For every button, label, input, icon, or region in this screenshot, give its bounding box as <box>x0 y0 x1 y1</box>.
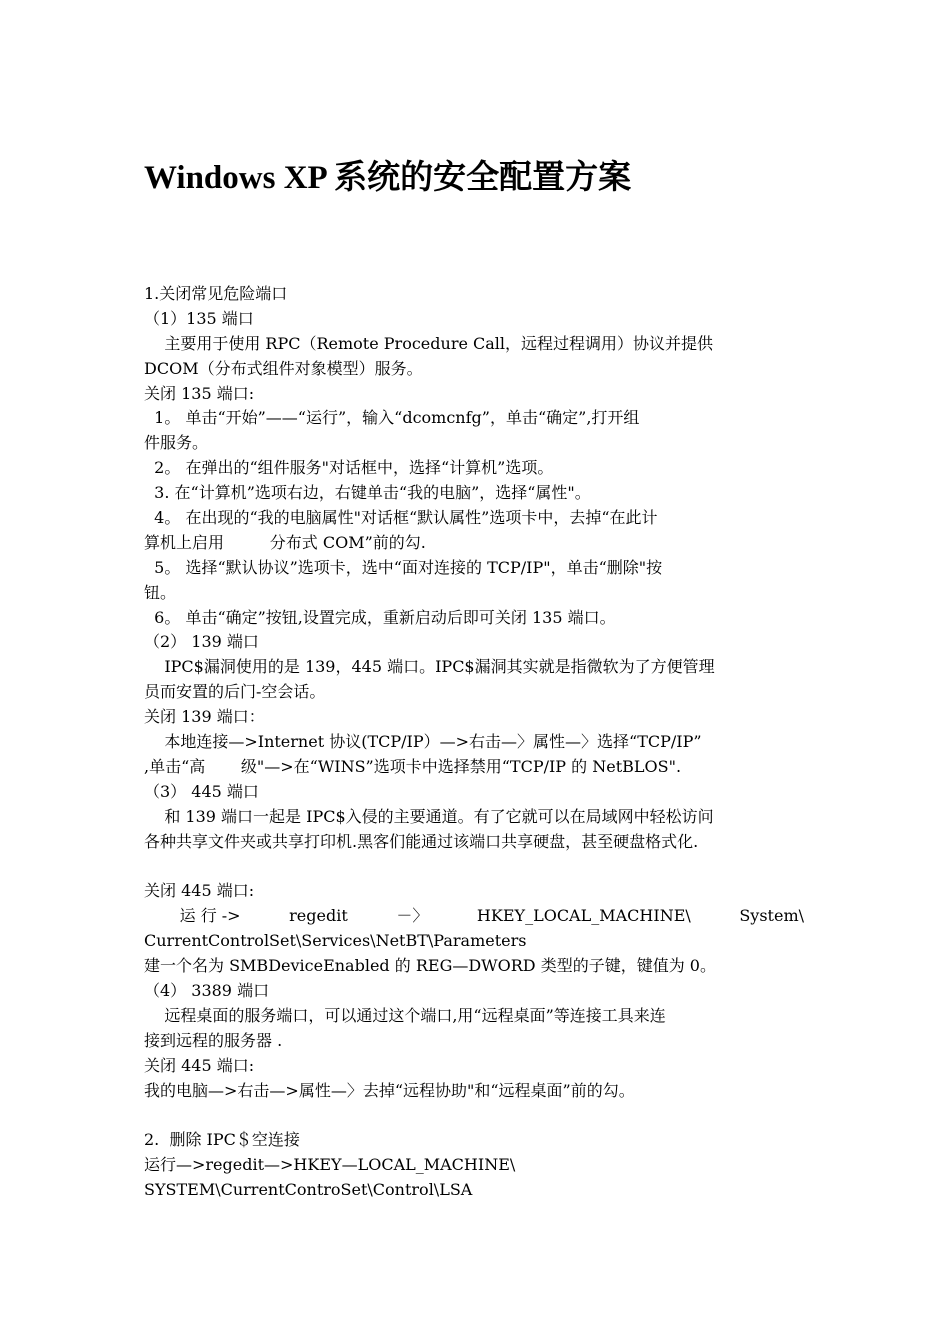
text-line: （4） 3389 端口 <box>144 980 270 1000</box>
text-line: 4。 在出现的“我的电脑属性"对话框“默认属性”选项卡中，去掉“在此计 <box>144 508 658 528</box>
text-line: DCOM（分布式组件对象模型）服务。 <box>144 358 423 378</box>
text-line: 建一个名为 SMBDeviceEnabled 的 REG—DWORD 类型的子键，键值为 0。 <box>144 956 716 976</box>
text-line: 2. 删除 IPC＄空连接 <box>144 1130 300 1150</box>
text-line: （2） 139 端口 <box>144 632 259 652</box>
text-line: 主要用于使用 RPC（Remote Procedure Call，远程过程调用）协议并提供 <box>144 333 714 353</box>
text-line: 员而安置的后门-空会话。 <box>144 682 326 702</box>
registry-path-part: －〉 <box>396 906 429 926</box>
registry-path-line <box>144 904 804 929</box>
text-line: SYSTEM\CurrentControSet\Control\LSA <box>144 1180 473 1200</box>
text-line: IPC$漏洞使用的是 139，445 端口。IPC$漏洞其实就是指微软为了方便管理 <box>144 657 715 677</box>
document-title: Windows XP 系统的安全配置方案 <box>144 160 632 196</box>
registry-path-part: System\ <box>739 906 804 926</box>
blank-line <box>144 854 810 879</box>
text-line: CurrentControlSet\Services\NetBT\Parameters <box>144 931 527 951</box>
registry-path-part: regedit <box>289 906 348 926</box>
text-line: 5。 选择“默认协议”选项卡，选中“面对连接的 TCP/IP"，单击“删除"按 <box>144 557 663 577</box>
text-line: 关闭 135 端口: <box>144 383 255 403</box>
text-line: （3） 445 端口 <box>144 781 259 801</box>
text-line: ,单击“高 级"—>在“WINS”选项卡中选择禁用“TCP/IP 的 NetBLOS". <box>144 756 682 776</box>
text-line: 关闭 139 端口： <box>144 707 265 727</box>
text-line: 和 139 端口一起是 IPC$入侵的主要通道。有了它就可以在局域网中轻松访问 <box>144 806 714 826</box>
text-line: 接到远程的服务器 . <box>144 1030 283 1050</box>
document-body <box>144 282 810 1203</box>
text-line: 2。 在弹出的“组件服务"对话框中，选择“计算机”选项。 <box>144 458 554 478</box>
registry-path-part: 运 行 -> <box>144 906 241 926</box>
text-line: 运行—>regedit—>HKEY—LOCAL_MACHINE\ <box>144 1155 516 1175</box>
registry-path-part: HKEY_LOCAL_MACHINE\ <box>476 906 691 926</box>
text-line: 关闭 445 端口: <box>144 881 255 901</box>
text-line: （1）135 端口 <box>144 308 254 328</box>
text-line: 各种共享文件夹或共享打印机.黑客们能通过该端口共享硬盘，甚至硬盘格式化. <box>144 831 699 851</box>
text-line: 钮。 <box>144 582 177 602</box>
text-line: 1。 单击“开始”——“运行”，输入“dcomcnfg”，单击“确定”,打开组 <box>144 408 640 428</box>
text-line: 6。 单击“确定”按钮,设置完成，重新启动后即可关闭 135 端口。 <box>144 607 616 627</box>
text-line: 远程桌面的服务端口，可以通过这个端口,用“远程桌面”等连接工具来连 <box>144 1005 666 1025</box>
text-line: 本地连接—>Internet 协议(TCP/IP）—>右击—〉属性—〉选择“TCP/IP” <box>144 732 702 752</box>
text-line: 算机上启用 分布式 COM”前的勾. <box>144 532 426 552</box>
text-line: 1.关闭常见危险端口 <box>144 284 288 303</box>
text-line: 关闭 445 端口: <box>144 1055 255 1075</box>
text-line: 我的电脑—>右击—>属性—〉去掉“远程协助"和“远程桌面”前的勾。 <box>144 1080 635 1100</box>
blank-line <box>144 1103 810 1128</box>
text-line: 件服务。 <box>144 433 209 453</box>
text-line: 3. 在“计算机”选项右边，右键单击“我的电脑”，选择“属性"。 <box>144 483 591 503</box>
